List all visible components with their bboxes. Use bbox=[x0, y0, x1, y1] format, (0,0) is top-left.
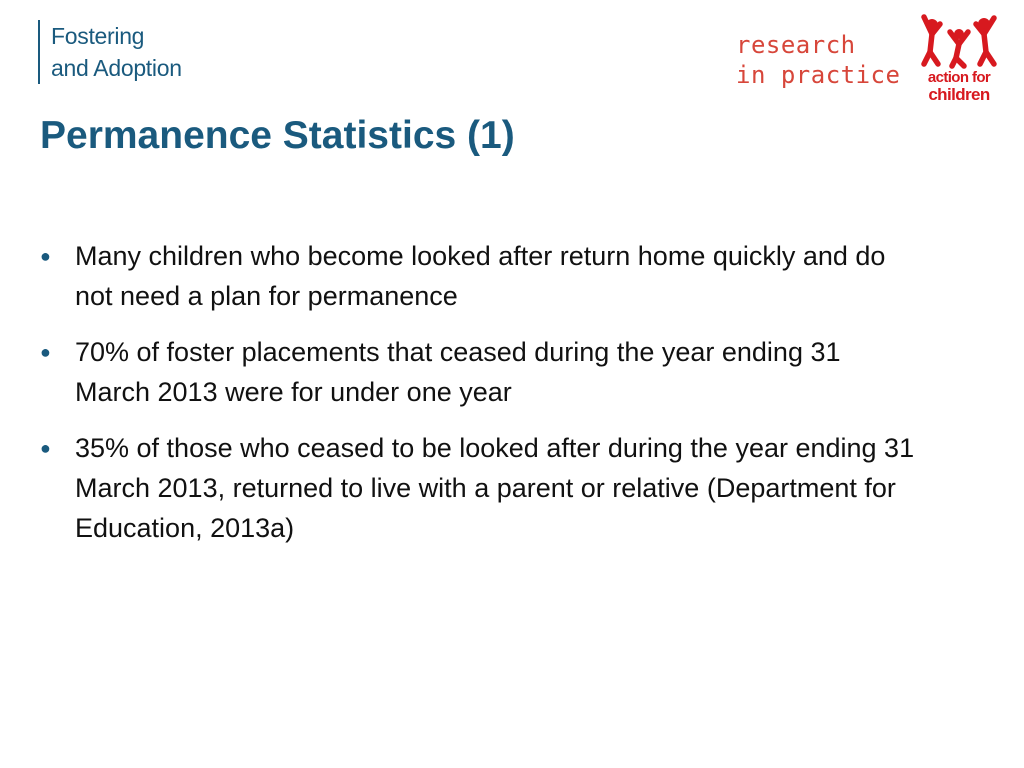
afc-logo-line2: children bbox=[928, 85, 990, 104]
afc-logo-line1: action for bbox=[927, 69, 991, 86]
section-label bbox=[38, 20, 182, 84]
bullet-dot-icon: ● bbox=[40, 438, 51, 458]
bullet-item bbox=[38, 332, 918, 412]
bullet-text: 70% of foster placements that ceased during the year ending 31 March 2013 were for under one year bbox=[75, 337, 841, 407]
rip-logo-line2: in practice bbox=[736, 61, 901, 89]
rip-logo-line1: research bbox=[736, 31, 856, 59]
bullet-text: 35% of those who ceased to be looked after during the year ending 31 March 2013, returned to live with a parent or relative (Department for Education, 2013a) bbox=[75, 433, 915, 543]
bullet-dot-icon: ● bbox=[40, 342, 51, 362]
section-label-line1: Fostering bbox=[51, 23, 145, 49]
children-figures-icon bbox=[920, 14, 998, 70]
bullet-item bbox=[38, 428, 918, 548]
bullet-dot-icon: ● bbox=[40, 246, 51, 266]
slide-title: Permanence Statistics (1) bbox=[40, 114, 515, 157]
action-for-children-logo bbox=[920, 14, 998, 114]
bullet-item bbox=[38, 236, 918, 316]
research-in-practice-logo bbox=[736, 30, 900, 90]
section-label-line2: and Adoption bbox=[51, 55, 182, 81]
bullet-text: Many children who become looked after return home quickly and do not need a plan for permanence bbox=[75, 241, 886, 311]
bullet-list bbox=[38, 236, 918, 564]
